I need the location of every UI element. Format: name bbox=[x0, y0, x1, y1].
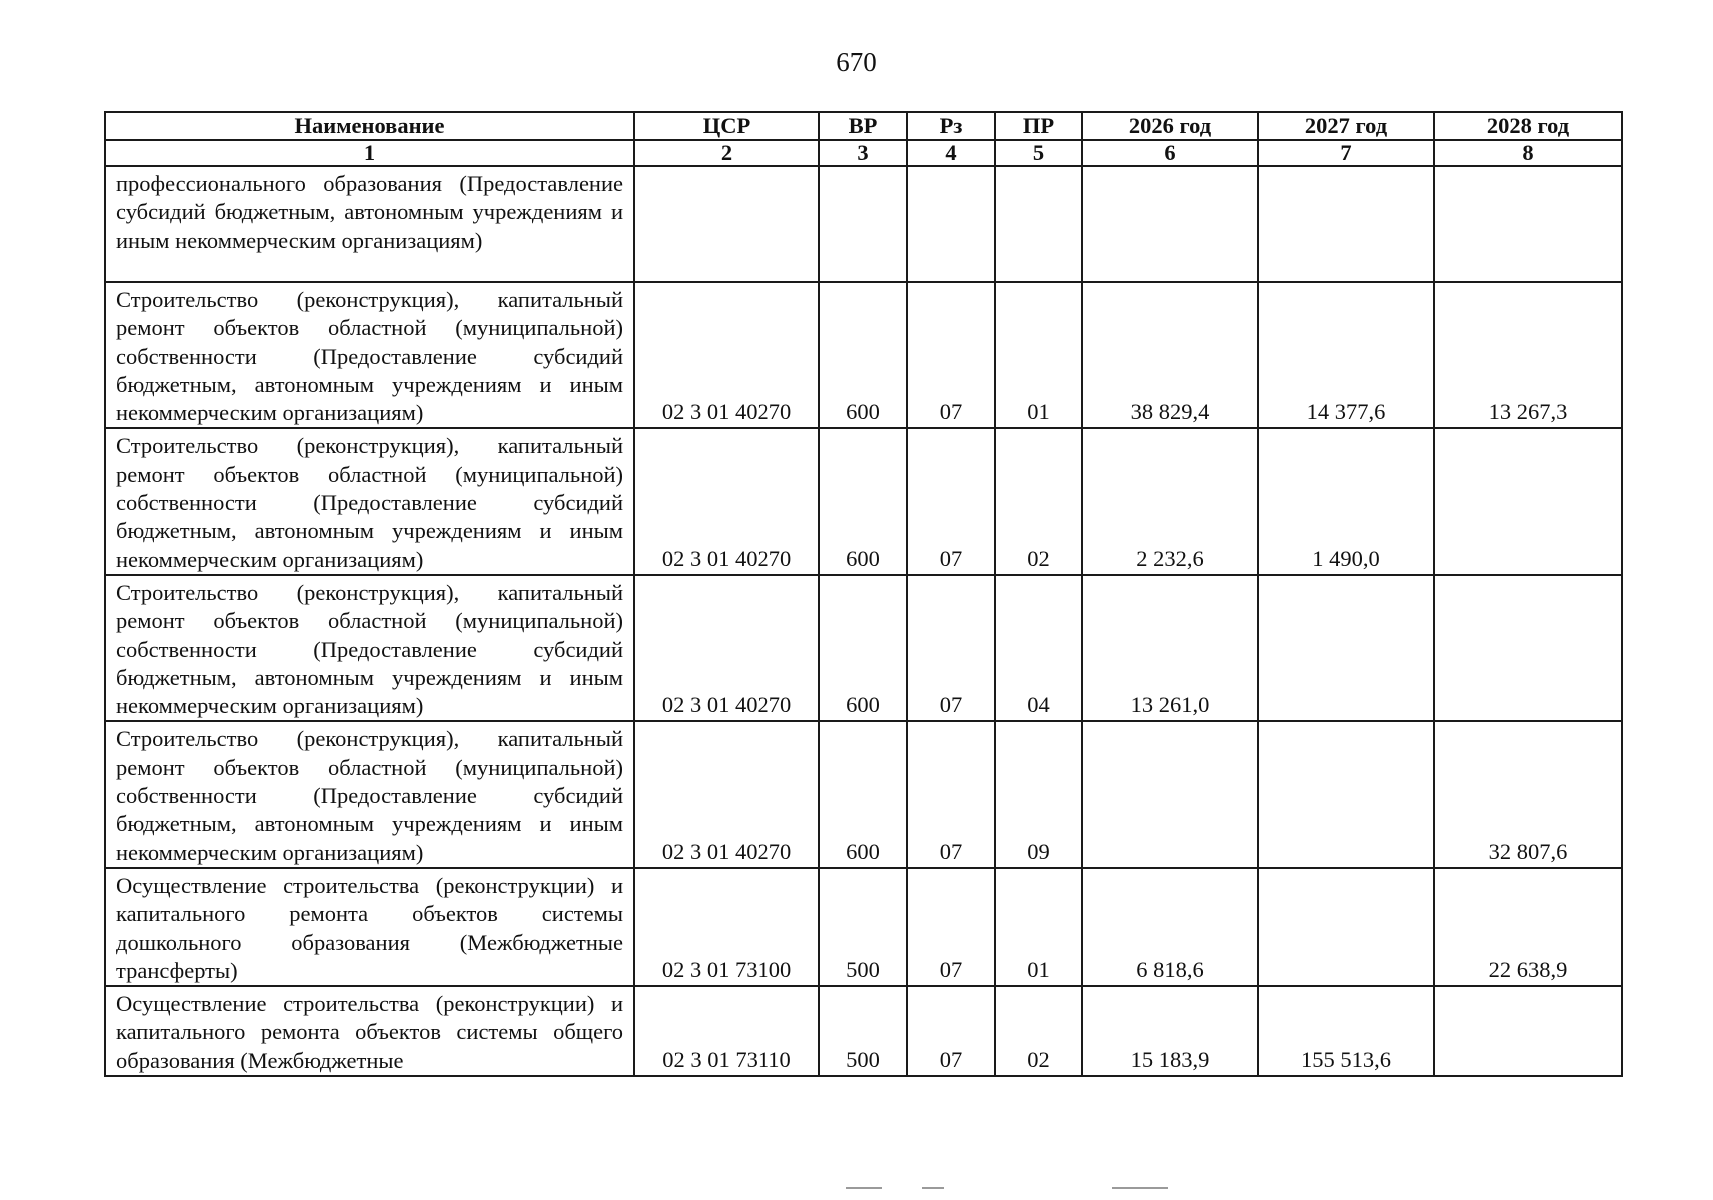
column-number: 1 bbox=[105, 140, 634, 166]
column-number: 5 bbox=[995, 140, 1082, 166]
row-csr: 02 3 01 40270 bbox=[634, 428, 819, 574]
row-2026: 38 829,4 bbox=[1082, 282, 1258, 428]
row-csr: 02 3 01 40270 bbox=[634, 282, 819, 428]
row-vr: 600 bbox=[819, 721, 907, 867]
header-rz: Рз bbox=[907, 112, 995, 140]
row-2027: 1 490,0 bbox=[1258, 428, 1434, 574]
row-csr: 02 3 01 40270 bbox=[634, 575, 819, 721]
row-vr: 600 bbox=[819, 282, 907, 428]
column-number-row bbox=[105, 140, 1622, 166]
header-csr: ЦСР bbox=[634, 112, 819, 140]
budget-table bbox=[104, 111, 1623, 1077]
row-2028: 32 807,6 bbox=[1434, 721, 1622, 867]
row-2028 bbox=[1434, 575, 1622, 721]
header-name: Наименование bbox=[105, 112, 634, 140]
row-pr: 09 bbox=[995, 721, 1082, 867]
scan-artifact-line bbox=[846, 1187, 882, 1189]
row-2027 bbox=[1258, 575, 1434, 721]
row-vr: 500 bbox=[819, 986, 907, 1076]
row-pr: 02 bbox=[995, 428, 1082, 574]
row-pr: 01 bbox=[995, 282, 1082, 428]
row-csr: 02 3 01 73110 bbox=[634, 986, 819, 1076]
row-pr: 02 bbox=[995, 986, 1082, 1076]
page-number: 670 bbox=[836, 47, 877, 77]
row-2027: 155 513,6 bbox=[1258, 986, 1434, 1076]
row-rz: 07 bbox=[907, 575, 995, 721]
row-2026 bbox=[1082, 166, 1258, 282]
header-pr: ПР bbox=[995, 112, 1082, 140]
row-2026: 13 261,0 bbox=[1082, 575, 1258, 721]
header-vr: ВР bbox=[819, 112, 907, 140]
row-2027 bbox=[1258, 868, 1434, 986]
row-2028 bbox=[1434, 166, 1622, 282]
row-rz bbox=[907, 166, 995, 282]
table-row bbox=[105, 575, 1622, 721]
table-row bbox=[105, 721, 1622, 867]
column-number: 3 bbox=[819, 140, 907, 166]
table-row bbox=[105, 428, 1622, 574]
row-pr bbox=[995, 166, 1082, 282]
column-number: 7 bbox=[1258, 140, 1434, 166]
column-number: 8 bbox=[1434, 140, 1622, 166]
row-name: Строительство (реконструкция), капитальный ремонт объектов областной (муниципальной) собственности (Предоставление субсидий бюджетным, автономным учреждениям и иным некоммерческим организациям) bbox=[105, 721, 634, 867]
row-csr: 02 3 01 73100 bbox=[634, 868, 819, 986]
row-vr bbox=[819, 166, 907, 282]
row-name: Осуществление строительства (реконструкции) и капитального ремонта объектов системы дошкольного образования (Межбюджетные трансферты) bbox=[105, 868, 634, 986]
row-2027 bbox=[1258, 721, 1434, 867]
header-2028: 2028 год bbox=[1434, 112, 1622, 140]
row-csr: 02 3 01 40270 bbox=[634, 721, 819, 867]
row-2026 bbox=[1082, 721, 1258, 867]
row-csr bbox=[634, 166, 819, 282]
column-number: 6 bbox=[1082, 140, 1258, 166]
row-2028: 22 638,9 bbox=[1434, 868, 1622, 986]
column-number: 4 bbox=[907, 140, 995, 166]
row-rz: 07 bbox=[907, 721, 995, 867]
header-row bbox=[105, 112, 1622, 140]
header-2027: 2027 год bbox=[1258, 112, 1434, 140]
row-2026: 15 183,9 bbox=[1082, 986, 1258, 1076]
row-2027 bbox=[1258, 166, 1434, 282]
header-2026: 2026 год bbox=[1082, 112, 1258, 140]
row-2028: 13 267,3 bbox=[1434, 282, 1622, 428]
row-rz: 07 bbox=[907, 868, 995, 986]
row-2028 bbox=[1434, 986, 1622, 1076]
row-name: Строительство (реконструкция), капитальный ремонт объектов областной (муниципальной) собственности (Предоставление субсидий бюджетным, автономным учреждениям и иным некоммерческим организациям) bbox=[105, 575, 634, 721]
row-pr: 04 bbox=[995, 575, 1082, 721]
row-rz: 07 bbox=[907, 986, 995, 1076]
row-vr: 600 bbox=[819, 575, 907, 721]
row-name: Осуществление строительства (реконструкции) и капитального ремонта объектов системы общего образования (Межбюджетные bbox=[105, 986, 634, 1076]
row-vr: 600 bbox=[819, 428, 907, 574]
row-name: Строительство (реконструкция), капитальный ремонт объектов областной (муниципальной) собственности (Предоставление субсидий бюджетным, автономным учреждениям и иным некоммерческим организациям) bbox=[105, 282, 634, 428]
scan-artifact-line bbox=[1112, 1187, 1168, 1189]
table-row bbox=[105, 868, 1622, 986]
row-pr: 01 bbox=[995, 868, 1082, 986]
row-2026: 2 232,6 bbox=[1082, 428, 1258, 574]
row-2026: 6 818,6 bbox=[1082, 868, 1258, 986]
row-name: Строительство (реконструкция), капитальный ремонт объектов областной (муниципальной) собственности (Предоставление субсидий бюджетным, автономным учреждениям и иным некоммерческим организациям) bbox=[105, 428, 634, 574]
row-rz: 07 bbox=[907, 428, 995, 574]
row-2027: 14 377,6 bbox=[1258, 282, 1434, 428]
table-row bbox=[105, 166, 1622, 282]
row-2028 bbox=[1434, 428, 1622, 574]
row-vr: 500 bbox=[819, 868, 907, 986]
row-rz: 07 bbox=[907, 282, 995, 428]
table-row bbox=[105, 986, 1622, 1076]
column-number: 2 bbox=[634, 140, 819, 166]
row-name: профессионального образования (Предоставление субсидий бюджетным, автономным учреждениям и иным некоммерческим организациям) bbox=[105, 166, 634, 282]
scan-artifact-line bbox=[922, 1187, 944, 1189]
table-row bbox=[105, 282, 1622, 428]
